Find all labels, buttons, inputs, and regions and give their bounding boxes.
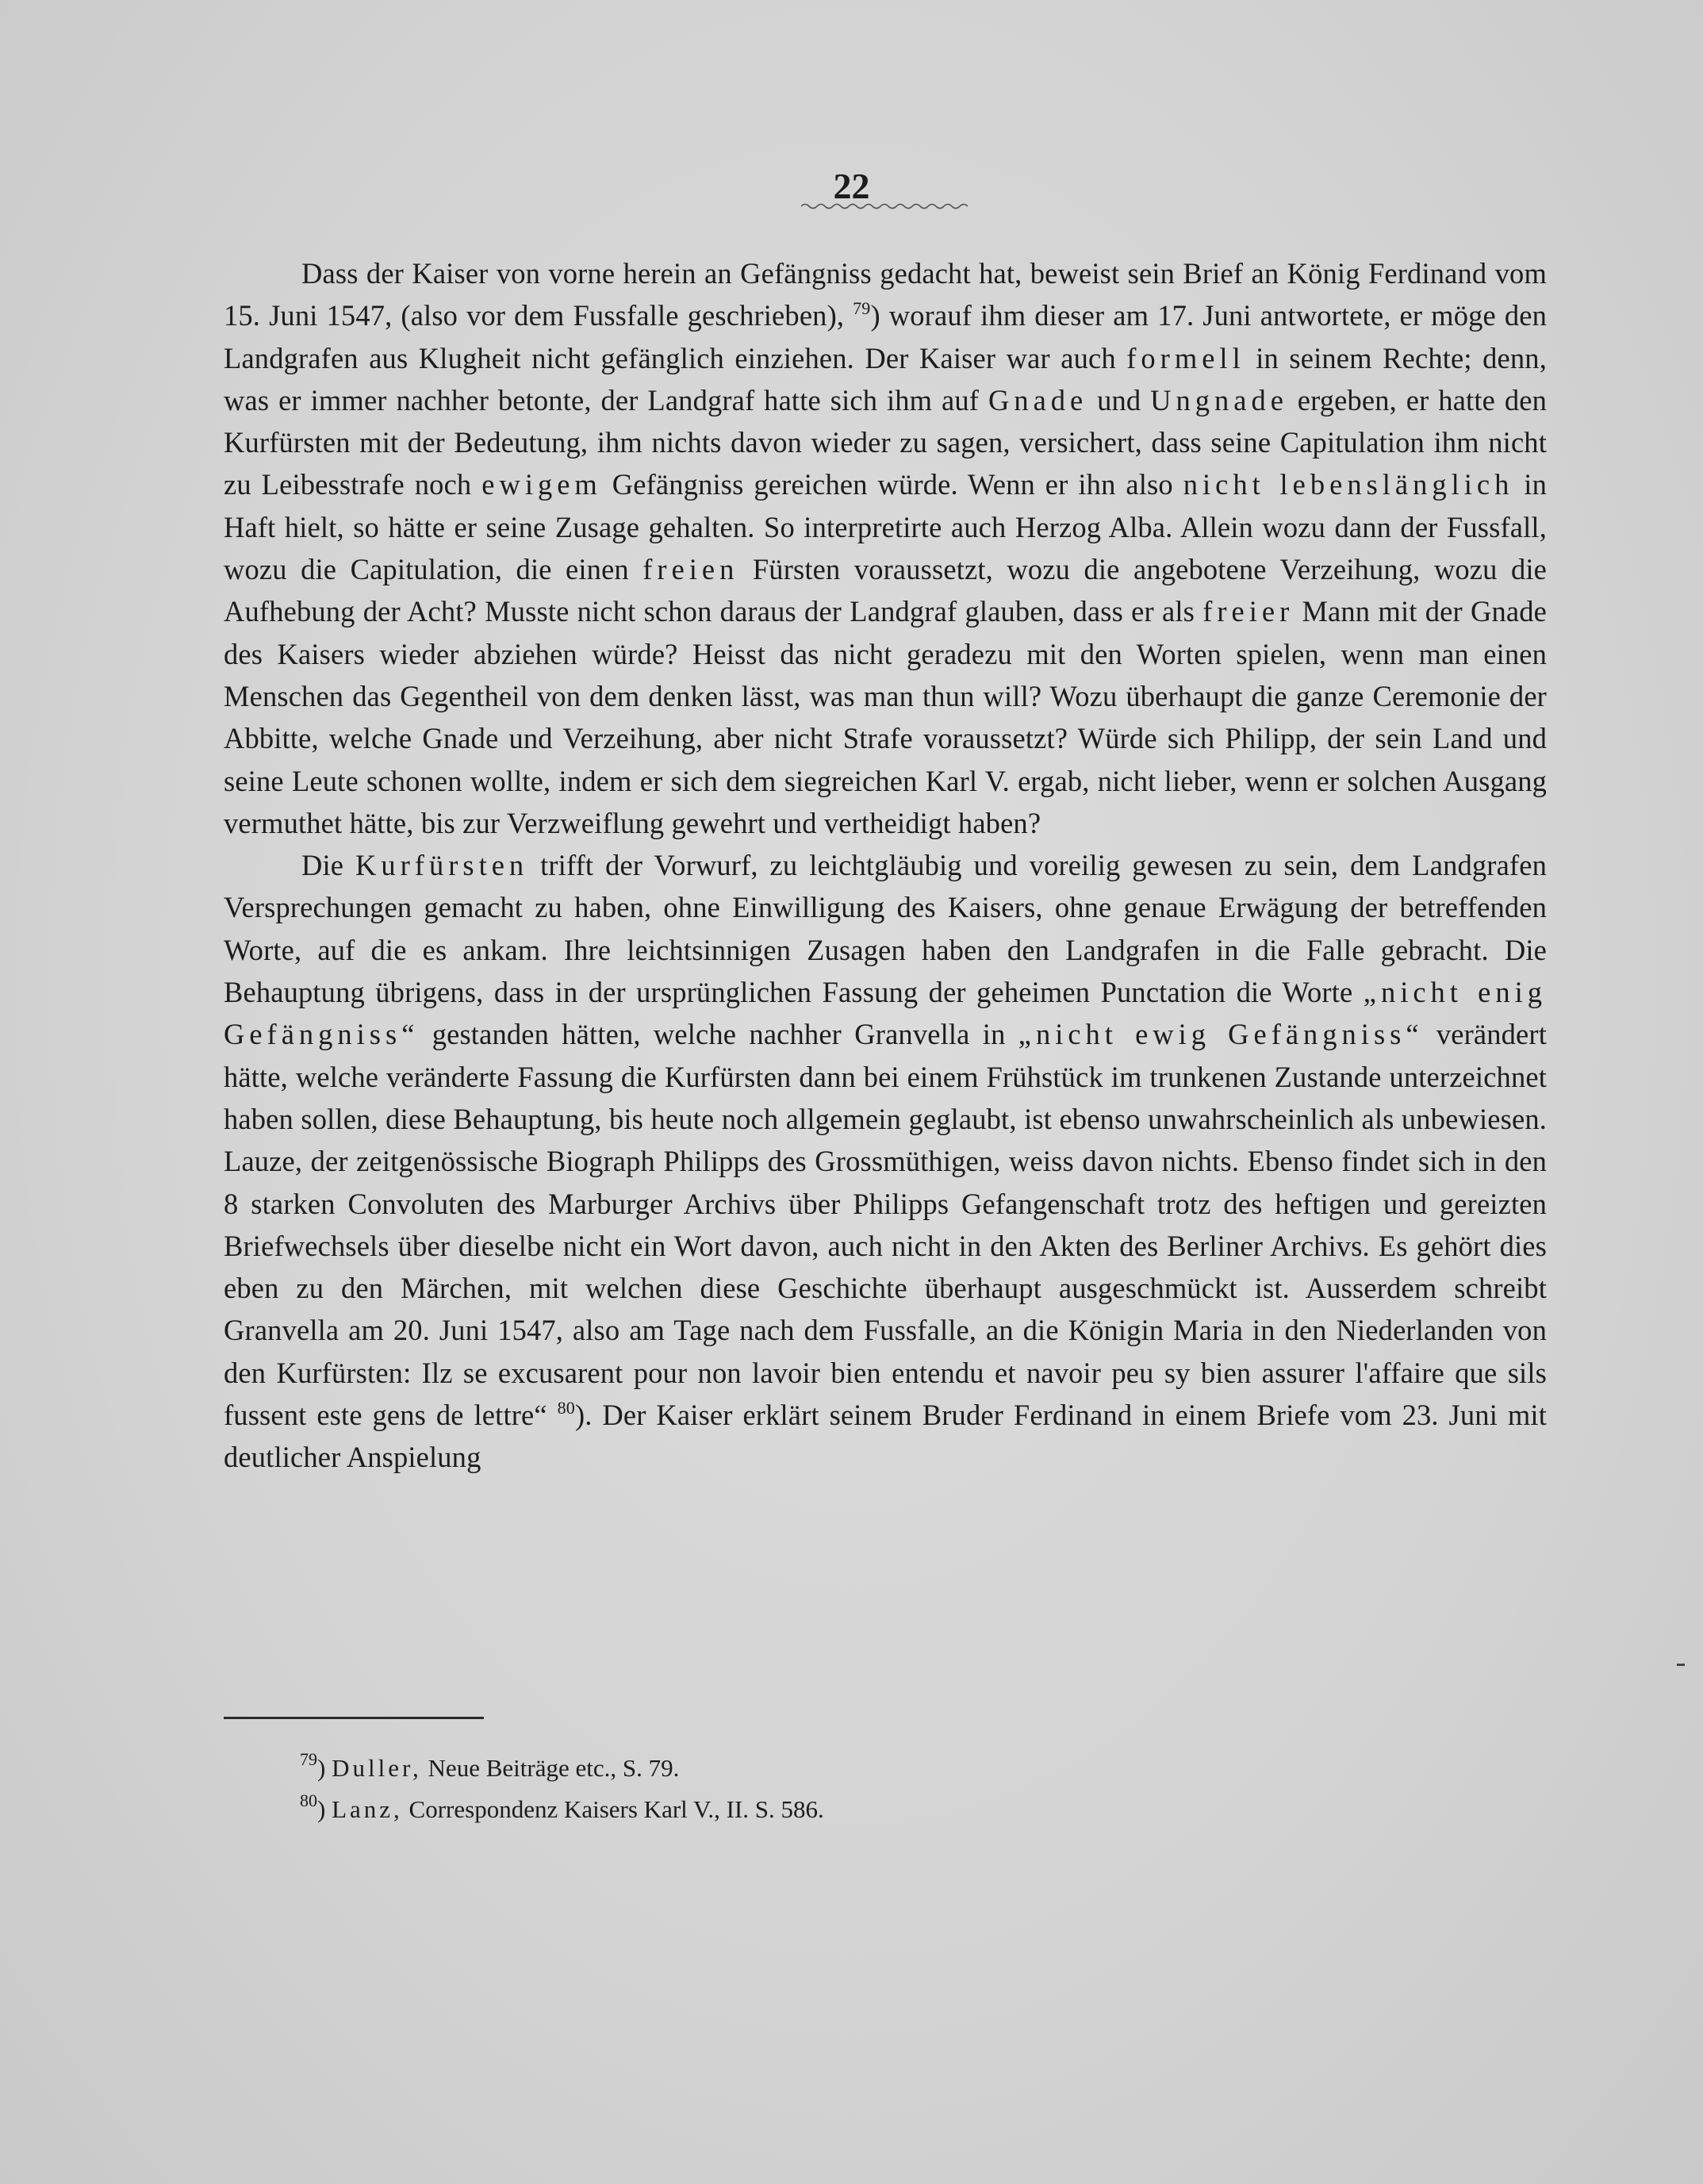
main-text <box>224 252 1547 1479</box>
emphasis-kurfuersten: Kurfürsten <box>355 849 529 882</box>
emphasis-ewigem: ewigem <box>481 468 602 501</box>
footnote-mark: 80 <box>300 1791 317 1810</box>
text-run: ) worauf ihm dieser am 17. Juni antwortete, er möge den Landgrafen aus Klugheit nicht gefänglich einziehen. Der Kaiser war auch <box>224 299 1548 374</box>
text-run: Fürsten voraussetzt, wozu die angebotene Verzeihung, wozu die Aufhebung der Acht? Musste nicht schon daraus der Landgraf glauben, dass er als <box>224 553 1548 628</box>
text-run: Gefängniss gereichen würde. Wenn er ihn also <box>612 468 1173 501</box>
page-number: 22 <box>833 166 870 206</box>
text-run: verändert hätte, welche veränderte Fassung die Kurfürsten dann bei einem Frühstück im trunkenen Zustande unterzeichnet haben sollen, diese Behauptung, bis heute noch allgemein geglaubt, ist ebenso unwahrscheinlich als unbewiesen. Lauze, der zeitgenössische Biograph Philipps des Grossmüthigen, weiss davon nichts. Ebenso findet sich in den 8 starken Convoluten des Marburger Archivs über Philipps Gefangenschaft trotz des heftigen und gereizten Briefwechsels über dieselbe nicht ein Wort davon, auch nicht in den Akten des Berliner Archivs. Es gehört dies eben zu den Märchen, mit welchen diese Geschichte überhaupt ausgeschmückt ist. Ausserdem schreibt Granvella am 20. Juni 1547, also am Tage nach dem Fussfalle, an die Königin Maria in den Niederlanden von den Kurfürsten: Ilz se excusarent pour non lavoir bien entendu et navoir peu sy bien assurer l'affaire que sils fussent este gens de lettre“ <box>224 1018 1547 1432</box>
footnote-rule <box>224 1717 484 1719</box>
emphasis-nicht-lebenslaenglich: nicht lebenslänglich <box>1183 468 1514 501</box>
paragraph-2 <box>224 844 1547 1478</box>
footnote-author: Lanz, <box>332 1795 403 1823</box>
emphasis-formell: formell <box>1126 341 1245 374</box>
emphasis-gnade: Gnade <box>988 383 1088 416</box>
quote-nicht-ewig: „nicht ewig Gefängniss“ <box>1018 1018 1424 1051</box>
emphasis-freier: freier <box>1202 595 1295 628</box>
text-run: ergeben, er hatte den Kurfürsten mit der Bedeutung, ihm nichts davon wieder zu sagen, versichert, dass seine Capitulation ihm nicht zu Leibesstrafe noch <box>224 383 1547 501</box>
text-run: ). Der Kaiser erklärt seinem Bruder Ferdinand in einem Briefe vom 23. Juni mit deutlicher Anspielung <box>224 1399 1547 1474</box>
text-run: in Haft hielt, so hätte er seine Zusage gehalten. So interpretirte auch Herzog Alba. Allein wozu dann der Fussfall, wozu die Capitulation, die einen <box>224 468 1547 586</box>
footnote-79: $^{79}$) Duller, Neue Beiträge etc., S. 79. <box>300 1749 680 1782</box>
quote-nicht-enig: „nicht enig Gefängniss“ <box>224 976 1548 1051</box>
margin-mark <box>1677 1664 1685 1666</box>
footnote-text: Neue Beiträge etc., S. 79. <box>428 1754 680 1782</box>
emphasis-ungnade: Ungnade <box>1150 383 1288 416</box>
footnote-mark: 79 <box>300 1749 317 1769</box>
ornament-divider <box>801 202 968 211</box>
footnote-ref-79: 79 <box>853 298 871 319</box>
footnote-author: Duller, <box>332 1754 422 1782</box>
text-run: Mann mit der Gnade des Kaisers wieder abziehen würde? Heisst das nicht geradezu mit den Worten spielen, wenn man einen Menschen das Gegentheil von dem denken lässt, was man thun will? Wozu überhaupt die ganze Ceremonie der Abbitte, welche Gnade und Verzeihung, aber nicht Strafe voraussetzt? Würde sich Philipp, der sein Land und seine Leute schonen wollte, indem er sich dem siegreichen Karl V. ergab, nicht lieber, wenn er solchen Ausgang vermuthet hätte, bis zur Verzweiflung gewehrt und vertheidigt haben? <box>224 595 1547 839</box>
text-run: Die <box>301 849 344 882</box>
footnote-text: Correspondenz Kaisers Karl V., II. S. 586. <box>408 1795 824 1823</box>
paragraph-1 <box>224 252 1547 844</box>
text-run: und <box>1097 383 1141 416</box>
emphasis-freien: freien <box>642 553 739 586</box>
footnote-80: $^{80}$) Lanz, Correspondenz Kaisers Karl V., II. S. 586. <box>300 1791 824 1823</box>
text-run: in seinem Rechte; denn, was er immer nachher betonte, der Landgraf hatte sich ihm auf <box>224 341 1547 416</box>
footnote-ref-80: 80 <box>557 1398 575 1418</box>
text-run: gestanden hätten, welche nachher Granvella in <box>432 1018 1006 1051</box>
text-run: trifft der Vorwurf, zu leichtgläubig und voreilig gewesen zu sein, dem Landgrafen Versprechungen gemacht zu haben, ohne Einwilligung des Kaisers, ohne genaue Erwägung der betreffenden Worte, auf die es ankam. Ihre leichtsinnigen Zusagen haben den Landgrafen in die Falle gebracht. Die Behauptung übrigens, dass in der ursprünglichen Fassung der geheimen Punctation die Worte <box>224 849 1547 1009</box>
footnotes <box>300 1748 1410 1830</box>
text-run: Dass der Kaiser von vorne herein an Gefängniss gedacht hat, beweist sein Brief an König Ferdinand vom 15. Juni 1547, (also vor dem Fussfalle geschrieben), <box>224 257 1547 332</box>
